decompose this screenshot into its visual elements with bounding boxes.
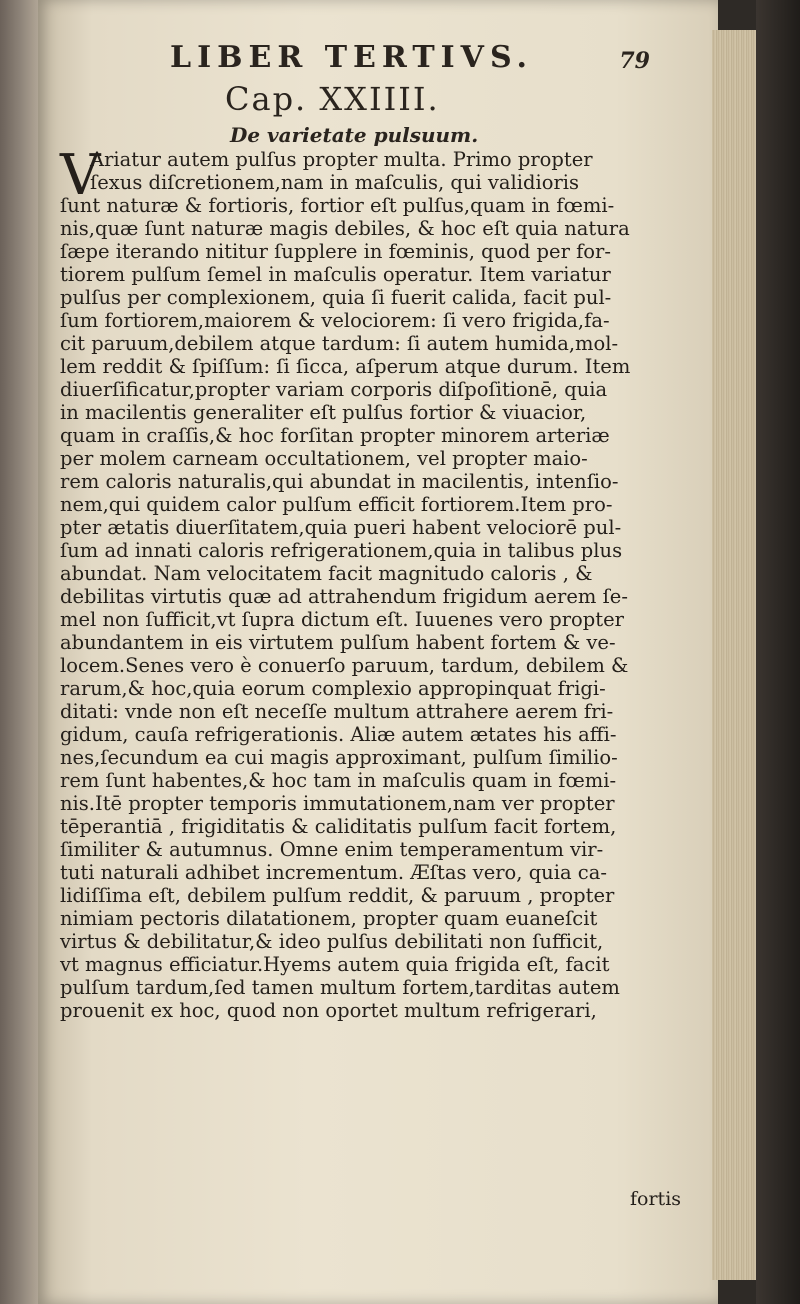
text-line: vt magnus efficiatur.Hyems autem quia frigida eſt, facit [60, 953, 610, 976]
body-text [60, 143, 700, 1022]
page-fore-edge [712, 30, 760, 1280]
text-line: ſimiliter & autumnus. Omne enim temperamentum vir- [60, 838, 604, 861]
text-line: virtus & debilitatur,& ideo pulſus debilitati non ſufficit, [60, 930, 604, 953]
chapter-title: Cap. XXIIII. [225, 80, 440, 118]
text-line: rem ſunt habentes,& hoc tam in maſculis quam in fœmi- [60, 769, 617, 792]
page-number: 79 [619, 48, 650, 74]
text-line: pulſum tardum,ſed tamen multum fortem,tarditas autem [60, 976, 620, 999]
text-line: Ariatur autem pulſus propter multa. Primo propter [90, 148, 593, 171]
text-line: prouenit ex hoc, quod non oportet multum refrigerari, [60, 999, 597, 1022]
text-line: in macilentis generaliter eſt pulſus fortior & viuacior, [60, 401, 587, 424]
text-line: ditati: vnde non eſt neceſſe multum attrahere aerem fri- [60, 700, 614, 723]
text-line: debilitas virtutis quæ ad attrahendum frigidum aerem ſe- [60, 585, 628, 608]
text-line: lem reddit & ſpiſſum: ſi ſicca, aſperum atque durum. Item [60, 355, 631, 378]
text-line: ſum fortiorem,maiorem & velociorem: ſi vero frigida,fa- [60, 309, 610, 332]
text-line: abundat. Nam velocitatem facit magnitudo caloris , & [60, 562, 593, 585]
text-line: quam in craſſis,& hoc forſitan propter minorem arteriæ [60, 424, 610, 447]
catchword: fortis [630, 1188, 682, 1210]
text-line: tēperantiā , frigiditatis & caliditatis pulſum facit fortem, [60, 815, 617, 838]
text-line: cit paruum,debilem atque tardum: ſi autem humida,mol- [60, 332, 619, 355]
text-line: ſæpe iterando nititur ſupplere in fœminis, quod per for- [60, 240, 611, 263]
text-line: nes,ſecundum ea cui magis approximant, pulſum ſimilio- [60, 746, 618, 769]
text-line: nis,quæ ſunt naturæ magis debiles, & hoc eſt quia natura [60, 217, 630, 240]
text-line: pulſus per complexionem, quia ſi fuerit calida, facit pul- [60, 286, 612, 309]
text-line: gidum, cauſa refrigerationis. Aliæ autem ætates his affi- [60, 723, 617, 746]
text-line: mel non ſufficit,vt ſupra dictum eſt. Iuuenes vero propter [60, 608, 624, 631]
chapter-subtitle: De varietate pulsuum. [230, 123, 479, 147]
text-line: rarum,& hoc,quia eorum complexio appropinquat frigi- [60, 677, 606, 700]
text-line: pter ætatis diuerſitatem,quia pueri habent velociorē pul- [60, 516, 622, 539]
book-cover-edge [756, 0, 800, 1304]
text-line: nimiam pectoris dilatationem, propter quam euaneſcit [60, 907, 598, 930]
text-line: locem.Senes vero è conuerſo paruum, tardum, debilem & [60, 654, 629, 677]
text-line: ſexus diſcretionem,nam in maſculis, qui validioris [90, 171, 580, 194]
text-line: rem caloris naturalis,qui abundat in macilentis, intenſio- [60, 470, 619, 493]
text-line: per molem carneam occultationem, vel propter maio- [60, 447, 588, 470]
text-line: nem,qui quidem calor pulſum efficit fortiorem.Item pro- [60, 493, 613, 516]
drop-cap: V [60, 143, 101, 208]
text-line: tuti naturali adhibet incrementum. Æſtas vero, quia ca- [60, 861, 607, 884]
text-line: nis.Itē propter temporis immutationem,nam ver propter [60, 792, 615, 815]
text-line: abundantem in eis virtutem pulſum habent fortem & ve- [60, 631, 616, 654]
text-line: diuerſificatur,propter variam corporis diſpoſitionē, quia [60, 378, 608, 401]
text-line: tiorem pulſum ſemel in maſculis operatur. Item variatur [60, 263, 611, 286]
text-line: ſunt naturæ & fortioris, fortior eſt pulſus,quam in fœmi- [60, 194, 615, 217]
running-head: LIBER TERTIVS. [170, 40, 533, 75]
text-line: ſum ad innati caloris refrigerationem,quia in talibus plus [60, 539, 623, 562]
text-line: lidiſſima eſt, debilem pulſum reddit, & paruum , propter [60, 884, 615, 907]
